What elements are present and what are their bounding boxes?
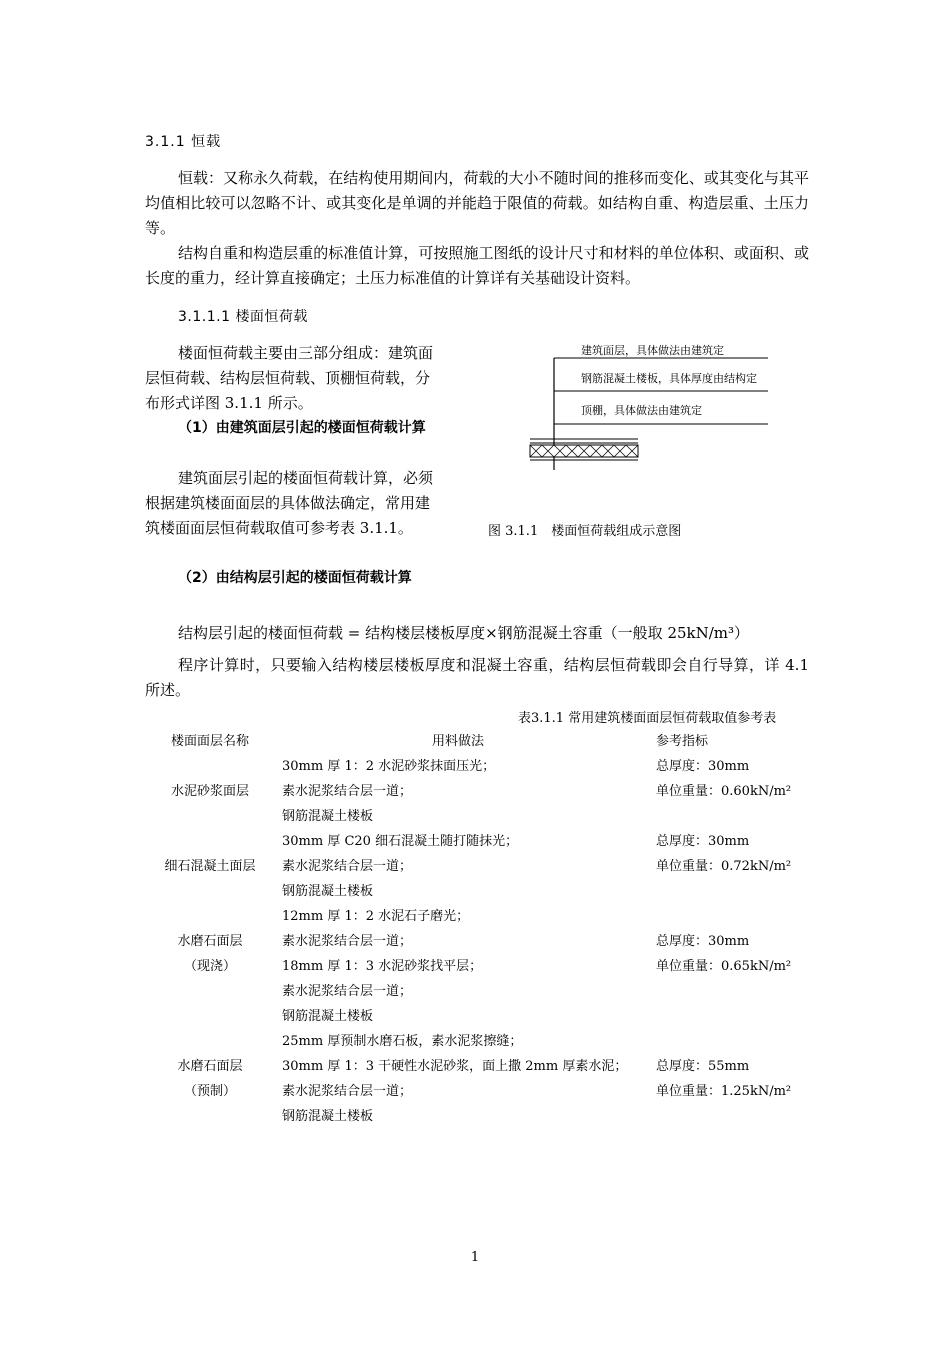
paragraph-dead-load-definition: 恒载：又称永久荷载，在结构使用期间内，荷载的大小不随时间的推移而变化、或其变化与其平均值相比较可以忽略不计、或其变化是单调的并能趋于限值的荷载。如结构自重、构造层重、土压力等。	[145, 169, 809, 237]
table-row-method: 素水泥浆结合层一道；	[282, 859, 413, 874]
label-ceiling-layer: 顶棚，具体做法由建筑定	[581, 404, 702, 417]
table-row-name: 水泥砂浆面层	[170, 784, 249, 799]
section-title: 恒载	[191, 134, 222, 150]
table-row-method: 钢筋混凝土楼板	[282, 1009, 374, 1024]
table-row-index: 总厚度：30mm	[656, 934, 750, 949]
table-row-method: 素水泥浆结合层一道；	[282, 984, 413, 999]
table-row-index: 总厚度：30mm	[656, 834, 750, 849]
page-number: 1	[470, 1250, 480, 1265]
table-row-method: 素水泥浆结合层一道；	[282, 934, 413, 949]
table-row-name-note: （预制）	[183, 1084, 236, 1099]
table-row-method: 30mm 厚 1：2 水泥砂浆抹面压光；	[282, 759, 496, 774]
section-number: 3.1.1	[145, 134, 186, 150]
table-row-name: 细石混凝土面层	[164, 859, 256, 874]
label-slab-layer: 钢筋混凝土楼板，具体厚度由结构定	[581, 372, 757, 385]
table-row-method: 钢筋混凝土楼板	[282, 884, 374, 899]
subsection-heading	[178, 306, 308, 326]
table-row-method: 素水泥浆结合层一道；	[282, 784, 413, 799]
table-row-index: 单位重量：0.60kN/m²	[656, 784, 792, 799]
section-heading	[145, 131, 221, 151]
table-row-method: 12mm 厚 1：2 水泥石子磨光；	[282, 909, 470, 924]
label-architectural-layer: 建筑面层，具体做法由建筑定	[581, 344, 724, 357]
table-row-index: 单位重量：0.72kN/m²	[656, 859, 792, 874]
item2-heading: （2）由结构层引起的楼面恒荷载计算	[178, 570, 412, 586]
table-row-method: 30mm 厚 C20 细石混凝土随打随抹光；	[282, 834, 519, 849]
table-row-name-note: （现浇）	[183, 959, 236, 974]
table-row-method: 钢筋混凝土楼板	[282, 809, 374, 824]
paragraph-standard-values: 结构自重和构造层重的标准值计算，可按照施工图纸的设计尺寸和材料的单位体积、或面积、或长度的重力，经计算直接确定；土压力标准值的计算详有关基础设计资料。	[145, 244, 809, 287]
table-row-method: 18mm 厚 1：3 水泥砂浆找平层；	[282, 959, 483, 974]
item1-text: 建筑面层引起的楼面恒荷载计算，必须根据建筑楼面面层的具体做法确定，常用建筑楼面面层恒荷载取值可参考表 3.1.1。	[145, 469, 434, 537]
table-header-method: 用料做法	[432, 734, 485, 749]
table-row-name: 水磨石面层	[177, 934, 243, 949]
figure-caption: 图 3.1.1 楼面恒荷载组成示意图	[488, 524, 682, 539]
floor-load-intro: 楼面恒荷载主要由三部分组成：建筑面层恒荷载、结构层恒荷载、顶棚恒荷载，分布形式详图 3.1.1 所示。	[145, 344, 434, 412]
subsection-title: 楼面恒荷载	[235, 309, 308, 325]
program-text: 程序计算时，只要输入结构楼层楼板厚度和混凝土容重，结构层恒荷载即会自行导算，详 4.1 所述。	[145, 656, 809, 699]
table-row-index: 总厚度：55mm	[656, 1059, 750, 1074]
table-row-name: 水磨石面层	[177, 1059, 243, 1074]
table-header-name: 楼面面层名称	[170, 734, 249, 749]
table-caption: 表3.1.1 常用建筑楼面面层恒荷载取值参考表	[518, 711, 777, 726]
table-row-method: 钢筋混凝土楼板	[282, 1109, 374, 1124]
table-row-method: 素水泥浆结合层一道；	[282, 1084, 413, 1099]
table-row-index: 总厚度：30mm	[656, 759, 750, 774]
subsection-number: 3.1.1.1	[178, 309, 231, 325]
table-row-index: 单位重量：0.65kN/m²	[656, 959, 792, 974]
table-row-method: 25mm 厚预制水磨石板，素水泥浆擦缝；	[282, 1034, 523, 1049]
table-row-index: 单位重量：1.25kN/m²	[656, 1084, 792, 1099]
formula-text: 结构层引起的楼面恒荷载 = 结构楼层楼板厚度×钢筋混凝土容重（一般取 25kN/m³）	[178, 624, 750, 642]
table-row-method: 30mm 厚 1：3 干硬性水泥砂浆，面上撒 2mm 厚素水泥；	[282, 1059, 628, 1074]
item1-heading: （1）由建筑面层引起的楼面恒荷载计算	[178, 420, 426, 436]
table-header-index: 参考指标	[656, 734, 709, 749]
